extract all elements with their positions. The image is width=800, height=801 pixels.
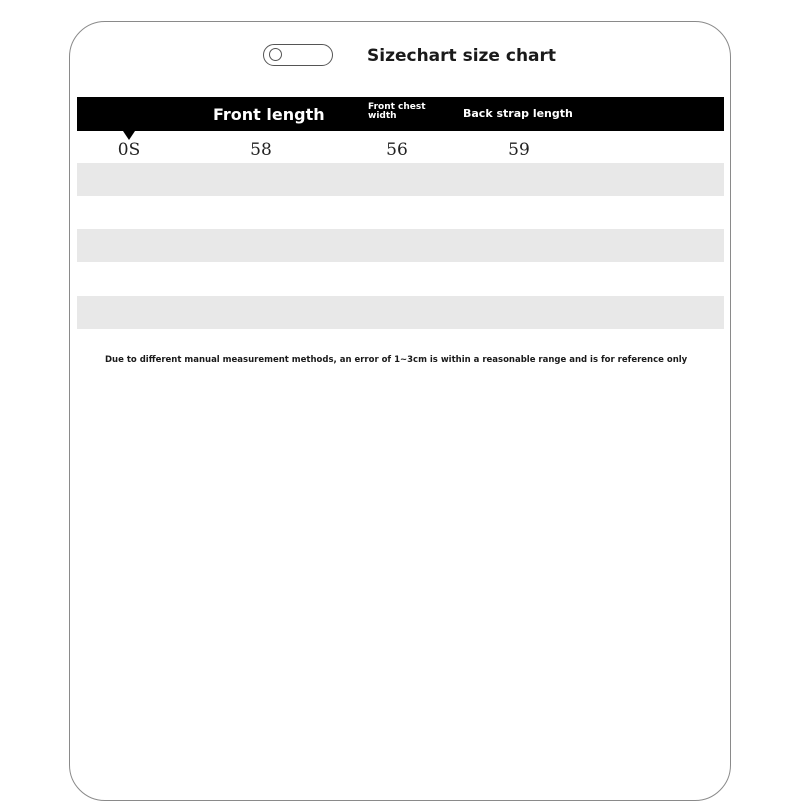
table-row-empty	[77, 229, 724, 262]
table-row-empty	[77, 163, 724, 196]
toggle-knob	[269, 48, 282, 61]
header-front-length: Front length	[213, 105, 325, 124]
header-back-strap-length: Back strap length	[463, 107, 573, 120]
cell-back-strap-length: 59	[508, 140, 530, 160]
cell-size: 0S	[117, 140, 141, 160]
table-header	[77, 97, 724, 131]
measurement-note: Due to different manual measurement methods, an error of 1~3cm is within a reasonable range and is for reference only	[105, 355, 688, 365]
page-title: Sizechart size chart	[367, 46, 557, 66]
toggle-pill-icon	[263, 44, 333, 66]
header-front-chest-width: Front chest width	[368, 102, 426, 121]
table-row-empty	[77, 296, 724, 329]
table-row-empty	[77, 196, 724, 229]
cell-front-length: 58	[250, 140, 272, 160]
table-row-empty	[77, 262, 724, 295]
table-row	[77, 131, 724, 164]
cell-front-chest-width: 56	[386, 140, 408, 160]
